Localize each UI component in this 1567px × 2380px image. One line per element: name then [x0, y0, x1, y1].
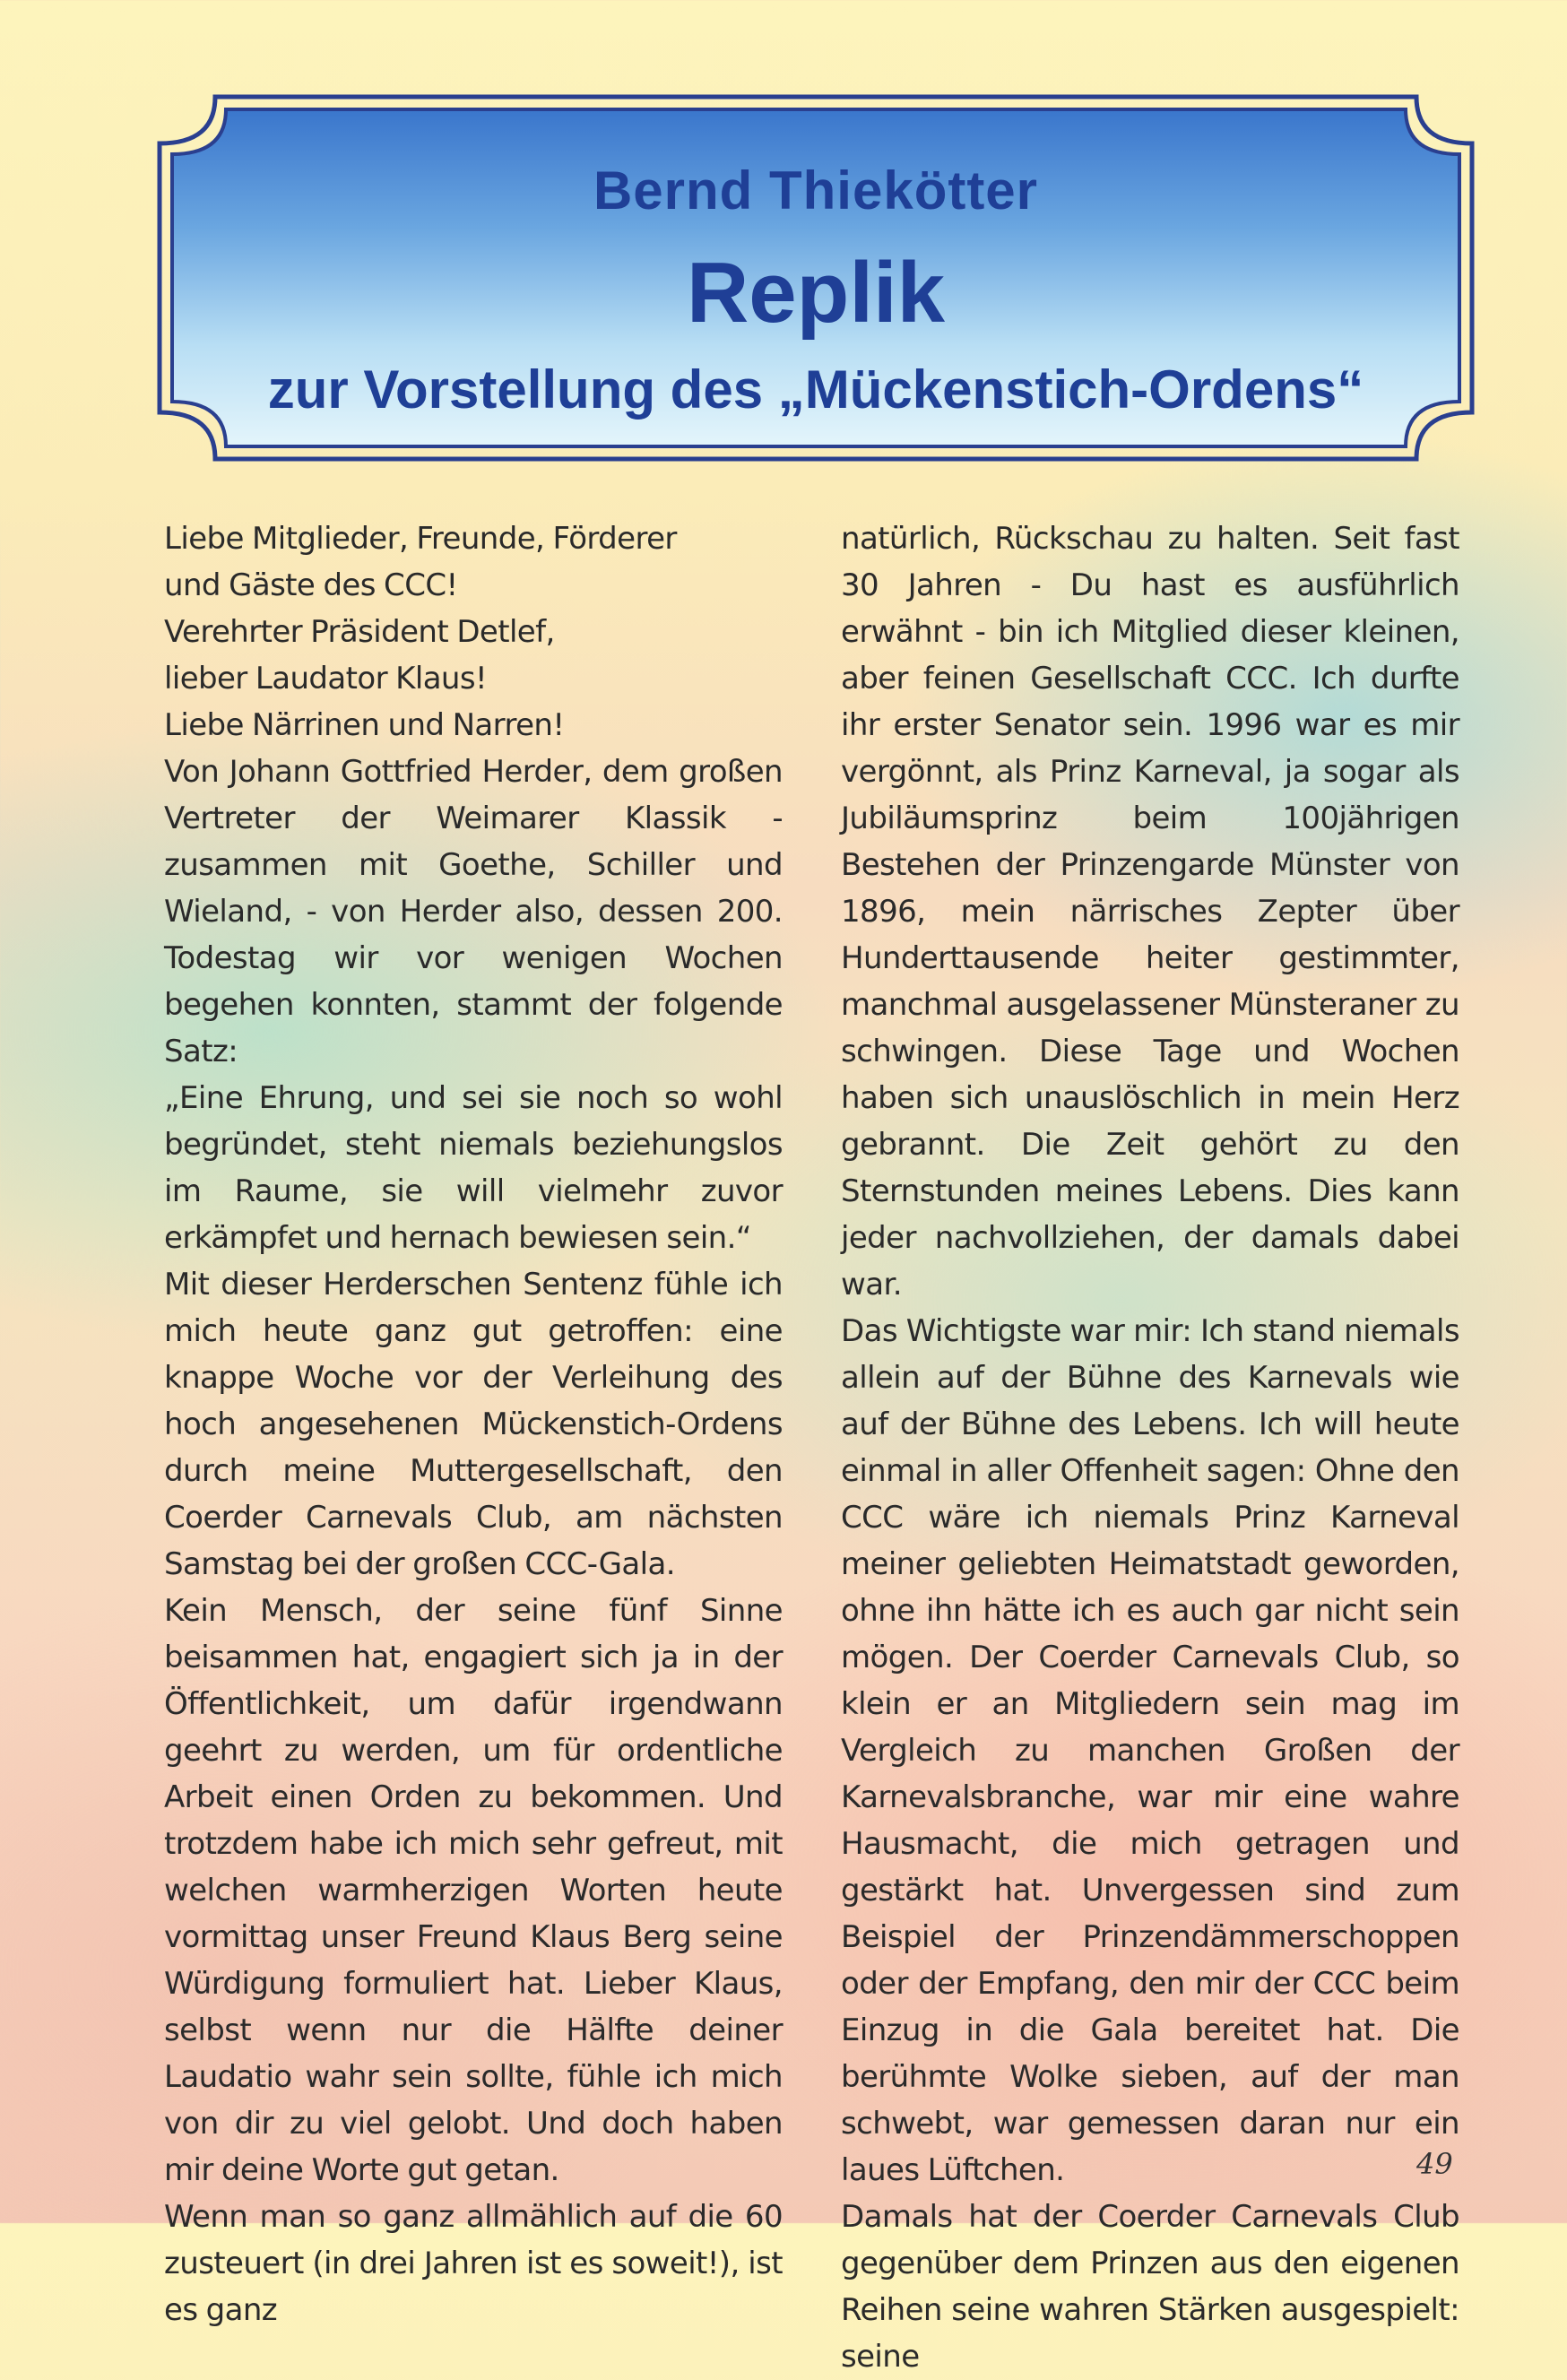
body-paragraph: natürlich, Rückschau zu halten. Seit fast 30 Jahren - Du hast es ausführlich erwähnt - bin ich Mitglied dieser kleinen, aber feinen Gesellschaft CCC. Ich durfte ihr erster Senator sein. 1996 war es mir vergönnt, als Prinz Karneval, ja sogar als Jubiläumsprinz beim 100jährigen Bestehen der Prinzengarde Münster von 1896, mein närrisches Zepter über Hunderttausende heiter gestimmter, manchmal ausgelassener Münsteraner zu schwingen. Diese Tage und Wochen haben sich unauslöschlich in mein Herz gebrannt. Die Zeit gehört zu den Sternstunden meines Lebens. Dies kann jeder nachvollziehen, der damals dabei war.: [841, 521, 1459, 1303]
right-column: [841, 515, 1459, 2380]
salutation-line: lieber Laudator Klaus!: [164, 661, 488, 697]
salutation-line: und Gäste des CCC!: [164, 567, 458, 603]
salutation-line: Liebe Närrinen und Narren!: [164, 707, 565, 743]
body-paragraph: Mit dieser Herderschen Sentenz fühle ich mich heute ganz gut getroffen: eine knappe Woche vor der Verleihung des hoch angesehenen Mückenstich-Ordens durch meine Muttergesellschaft, den Coerder Carnevals Club, am nächsten Samstag bei der großen CCC-Gala.: [164, 1267, 783, 1582]
body-paragraph: Damals hat der Coerder Carnevals Club gegenüber dem Prinzen aus den eigenen Reihen seine wahren Stärken ausgespielt: seine: [841, 2199, 1459, 2375]
title-box: [152, 90, 1479, 466]
author-byline: Bernd Thiekötter: [593, 160, 1039, 221]
body-paragraph: Das Wichtigste war mir: Ich stand niemals allein auf der Bühne des Karnevals wie auf der Bühne des Lebens. Ich will heute einmal in aller Offenheit sagen: Ohne den CCC wäre ich niemals Prinz Karneval meiner geliebten Heimatstadt geworden, ohne ihn hätte ich es auch gar nicht sein mögen. Der Coerder Carnevals Club, so klein er an Mitgliedern sein mag im Vergleich zu manchen Großen der Karnevalsbranche, war mir eine wahre Hausmacht, die mich getragen und gestärkt hat. Unvergessen sind zum Beispiel der Prinzendämmerschoppen oder der Empfang, den mir der CCC beim Einzug in die Gala bereitet hat. Die berühmte Wolke sieben, auf der man schwebt, war gemessen daran nur ein laues Lüftchen.: [841, 1313, 1459, 2188]
article-subtitle: zur Vorstellung des „Mückenstich-Ordens“: [267, 359, 1364, 420]
salutation-line: Verehrter Präsident Detlef,: [164, 614, 555, 650]
article-title: Replik: [686, 245, 946, 341]
page-number: 49: [1416, 2147, 1453, 2181]
body-paragraph: Wenn man so ganz allmählich auf die 60 zusteuert (in drei Jahren ist es soweit!), ist es ganz: [164, 2199, 783, 2328]
salutation-line: Liebe Mitglieder, Freunde, Förderer: [164, 521, 677, 557]
body-paragraph: Kein Mensch, der seine fünf Sinne beisammen hat, engagiert sich ja in der Öffentlichkeit, um dafür irgendwann geehrt zu werden, um für ordentliche Arbeit einen Orden zu bekommen. Und trotzdem habe ich mich sehr gefreut, mit welchen warmherzigen Worten heute vormittag unser Freund Klaus Berg seine Würdigung formuliert hat. Lieber Klaus, selbst wenn nur die Hälfte deiner Laudatio wahr sein sollte, fühle ich mich von dir zu viel gelobt. Und doch haben mir deine Worte gut getan.: [164, 1593, 783, 2188]
body-paragraph: Von Johann Gottfried Herder, dem großen Vertreter der Weimarer Klassik - zusammen mit Goethe, Schiller und Wieland, - von Herder also, dessen 200. Todestag wir vor wenigen Wochen begehen konnten, stammt der folgende Satz:: [164, 754, 783, 1069]
left-column: [164, 515, 783, 2333]
quote-paragraph: „Eine Ehrung, und sei sie noch so wohl begründet, steht niemals beziehungslos im Raume, sie will vielmehr zuvor erkämpfet und hernach bewiesen sein.“: [164, 1080, 783, 1256]
